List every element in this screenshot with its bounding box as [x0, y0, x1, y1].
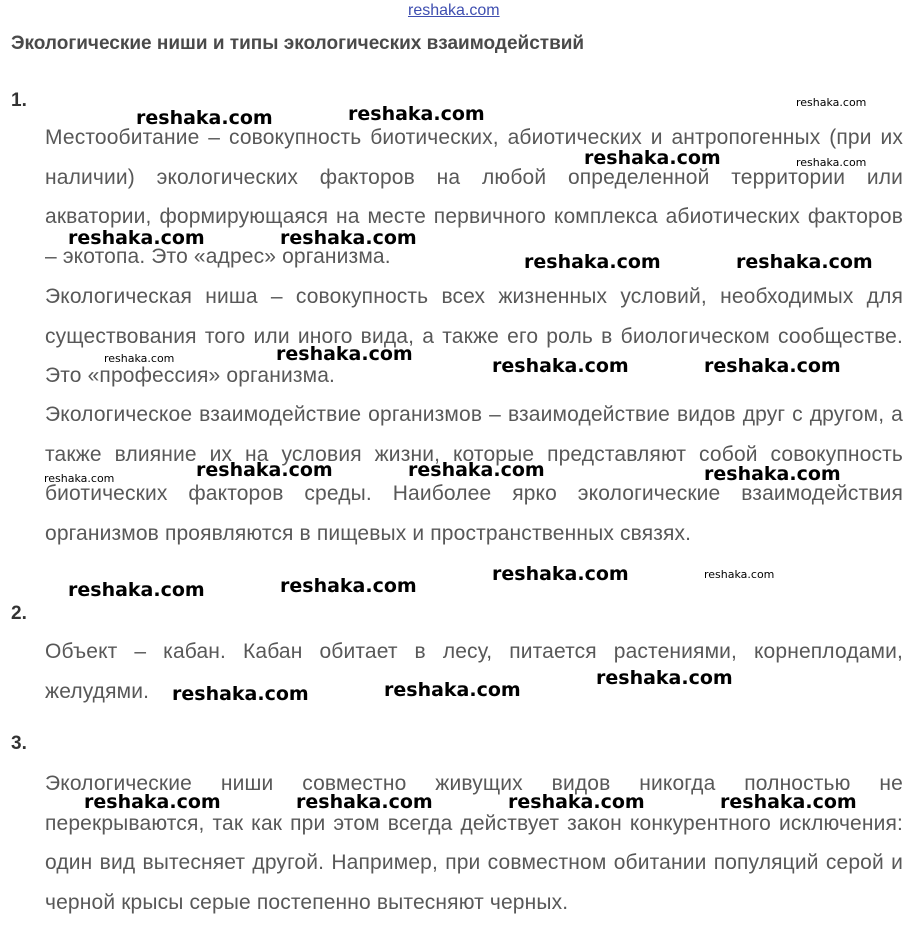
watermark: reshaka.com — [736, 251, 873, 273]
watermark: reshaka.com — [276, 343, 413, 365]
watermark: reshaka.com — [196, 459, 333, 481]
watermark: reshaka.com — [704, 463, 841, 485]
watermark: reshaka.com — [596, 667, 733, 689]
watermark: reshaka.com — [492, 563, 629, 585]
task-number: 3. — [11, 733, 27, 754]
watermark: reshaka.com — [348, 103, 485, 125]
task-paragraph: Экологические ниши совместно живущих видов никогда полностью не перекрываются, так как при этом всегда действует закон конкурентного исключения: один вид вытесняет другой. Например, при совместном обитании популяций серой и черной крысы серые постепенно вытесняют черных. — [45, 772, 903, 914]
site-link[interactable]: reshaka.com — [408, 2, 500, 19]
task-paragraph: Местообитание – совокупность биотических, абиотических и антропогенных (при их наличии) экологических факторов на любой определенной территории или акватории, формирующаяся на месте первичного комплекса абиотических факторов – экотопа. Это «адрес» организма. — [45, 126, 903, 268]
watermark: reshaka.com — [68, 227, 205, 249]
task-paragraph: Экологическая ниша – совокупность всех жизненных условий, необходимых для существования того или иного вида, а также его роль в биологическом сообществе. Это «профессия» организма. — [45, 285, 903, 387]
watermark: reshaka.com — [136, 107, 273, 129]
watermark: reshaka.com — [104, 352, 175, 365]
watermark: reshaka.com — [84, 791, 221, 813]
watermark: reshaka.com — [68, 579, 205, 601]
watermark: reshaka.com — [720, 791, 857, 813]
watermark: reshaka.com — [280, 227, 417, 249]
watermark: reshaka.com — [704, 568, 775, 581]
watermark: reshaka.com — [796, 156, 867, 169]
watermark: reshaka.com — [492, 355, 629, 377]
task-number: 2. — [11, 603, 27, 624]
task-paragraph: Экологическое взаимодействие организмов – взаимодействие видов друг с другом, а также влияние их на условия жизни, которые представляют собой совокупность биотических факторов среды. Наиболее ярко экологические взаимодействия организмов проявляются в пищевых и пространственных связях. — [45, 403, 903, 545]
watermark: reshaka.com — [796, 96, 867, 109]
watermark: reshaka.com — [296, 791, 433, 813]
watermark: reshaka.com — [704, 355, 841, 377]
task-number: 1. — [11, 90, 27, 111]
watermark: reshaka.com — [584, 147, 721, 169]
watermark: reshaka.com — [280, 575, 417, 597]
watermark: reshaka.com — [408, 459, 545, 481]
page-title: Экологические ниши и типы экологических взаимодействий — [11, 33, 585, 54]
watermark: reshaka.com — [44, 472, 115, 485]
watermark: reshaka.com — [508, 791, 645, 813]
watermark: reshaka.com — [172, 683, 309, 705]
watermark: reshaka.com — [384, 679, 521, 701]
watermark: reshaka.com — [524, 251, 661, 273]
task-paragraph: Объект – кабан. Кабан обитает в лесу, питается растениями, корнеплодами, желудями. — [45, 640, 903, 703]
